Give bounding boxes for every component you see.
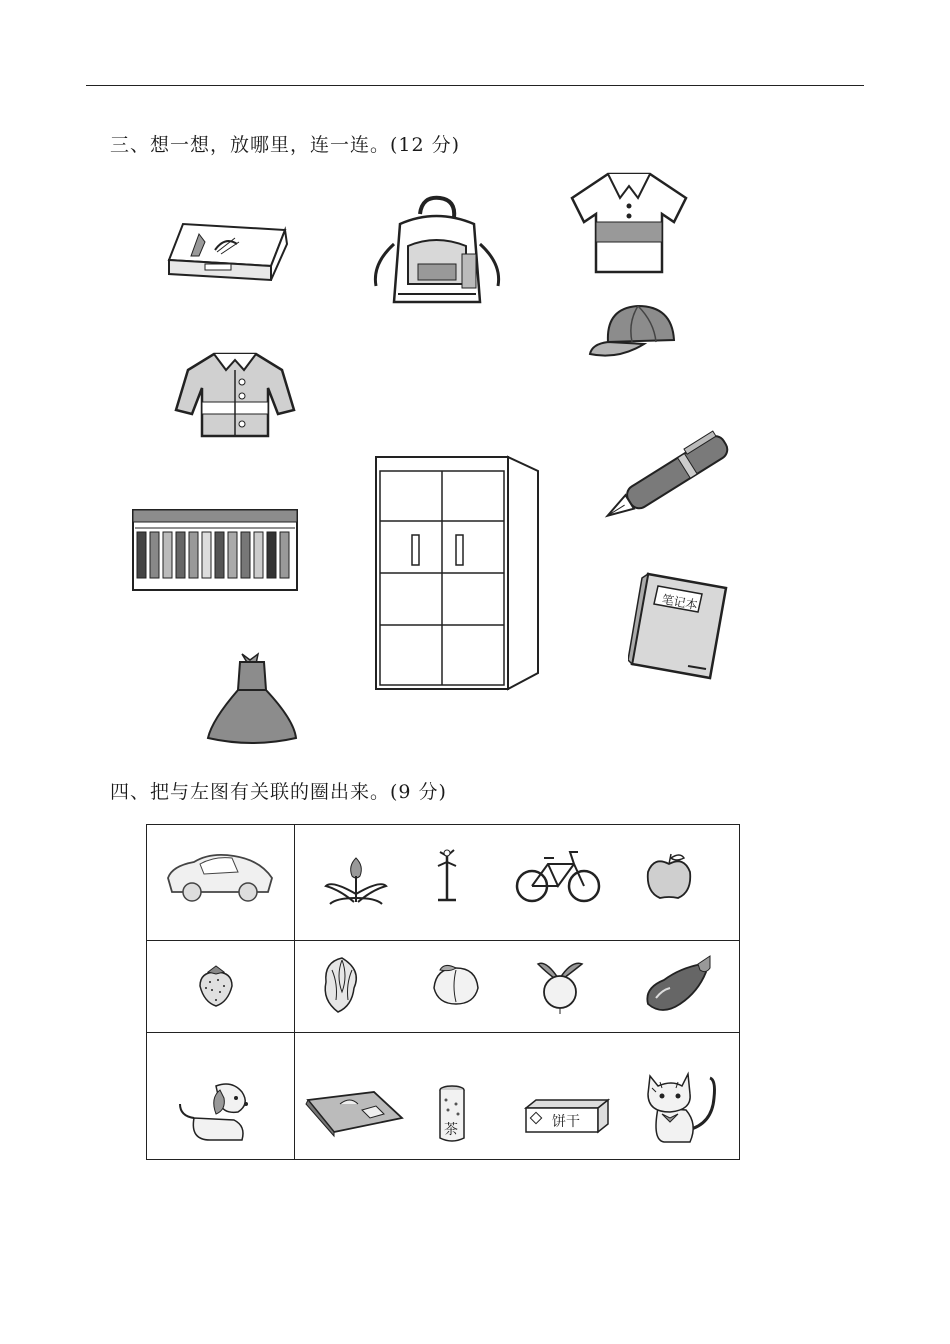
coat-icon[interactable]	[170, 348, 300, 440]
biscuit-box-icon[interactable]	[522, 1098, 610, 1136]
fountain-pen-icon[interactable]	[588, 416, 742, 546]
pencil-case-icon[interactable]	[304, 1088, 406, 1138]
tea-can-icon[interactable]	[438, 1084, 466, 1144]
cabbage-icon[interactable]	[318, 954, 366, 1016]
notebook-label: 笔记本	[660, 592, 699, 613]
backpack-icon[interactable]	[370, 194, 504, 310]
cap-icon[interactable]	[588, 300, 678, 366]
cat-icon[interactable]	[642, 1068, 720, 1146]
apple-icon[interactable]	[644, 852, 694, 900]
bicycle-icon[interactable]	[514, 846, 602, 904]
section-3-heading: 三、想一想，放哪里，连一连。(12 分)	[110, 134, 461, 156]
wardrobe-icon[interactable]	[374, 455, 540, 691]
peach-icon[interactable]	[430, 960, 482, 1008]
radish-icon[interactable]	[532, 956, 586, 1014]
tea-label: 茶	[444, 1122, 458, 1138]
pencil-box-icon[interactable]	[165, 220, 291, 286]
coat-rack-icon[interactable]	[432, 848, 462, 904]
notebook-icon[interactable]	[628, 570, 734, 682]
strawberry-icon	[196, 964, 236, 1008]
top-rule	[86, 85, 864, 86]
flower-icon[interactable]	[322, 854, 390, 906]
section-4-heading: 四、把与左图有关联的圈出来。(9 分)	[110, 781, 447, 803]
crayons-icon[interactable]	[131, 508, 299, 592]
eggplant-icon[interactable]	[640, 954, 714, 1014]
dress-icon[interactable]	[204, 650, 300, 746]
polo-shirt-icon[interactable]	[568, 168, 690, 278]
biscuit-label: 饼干	[552, 1114, 580, 1130]
dog-icon	[176, 1078, 252, 1144]
car-icon	[164, 848, 276, 908]
